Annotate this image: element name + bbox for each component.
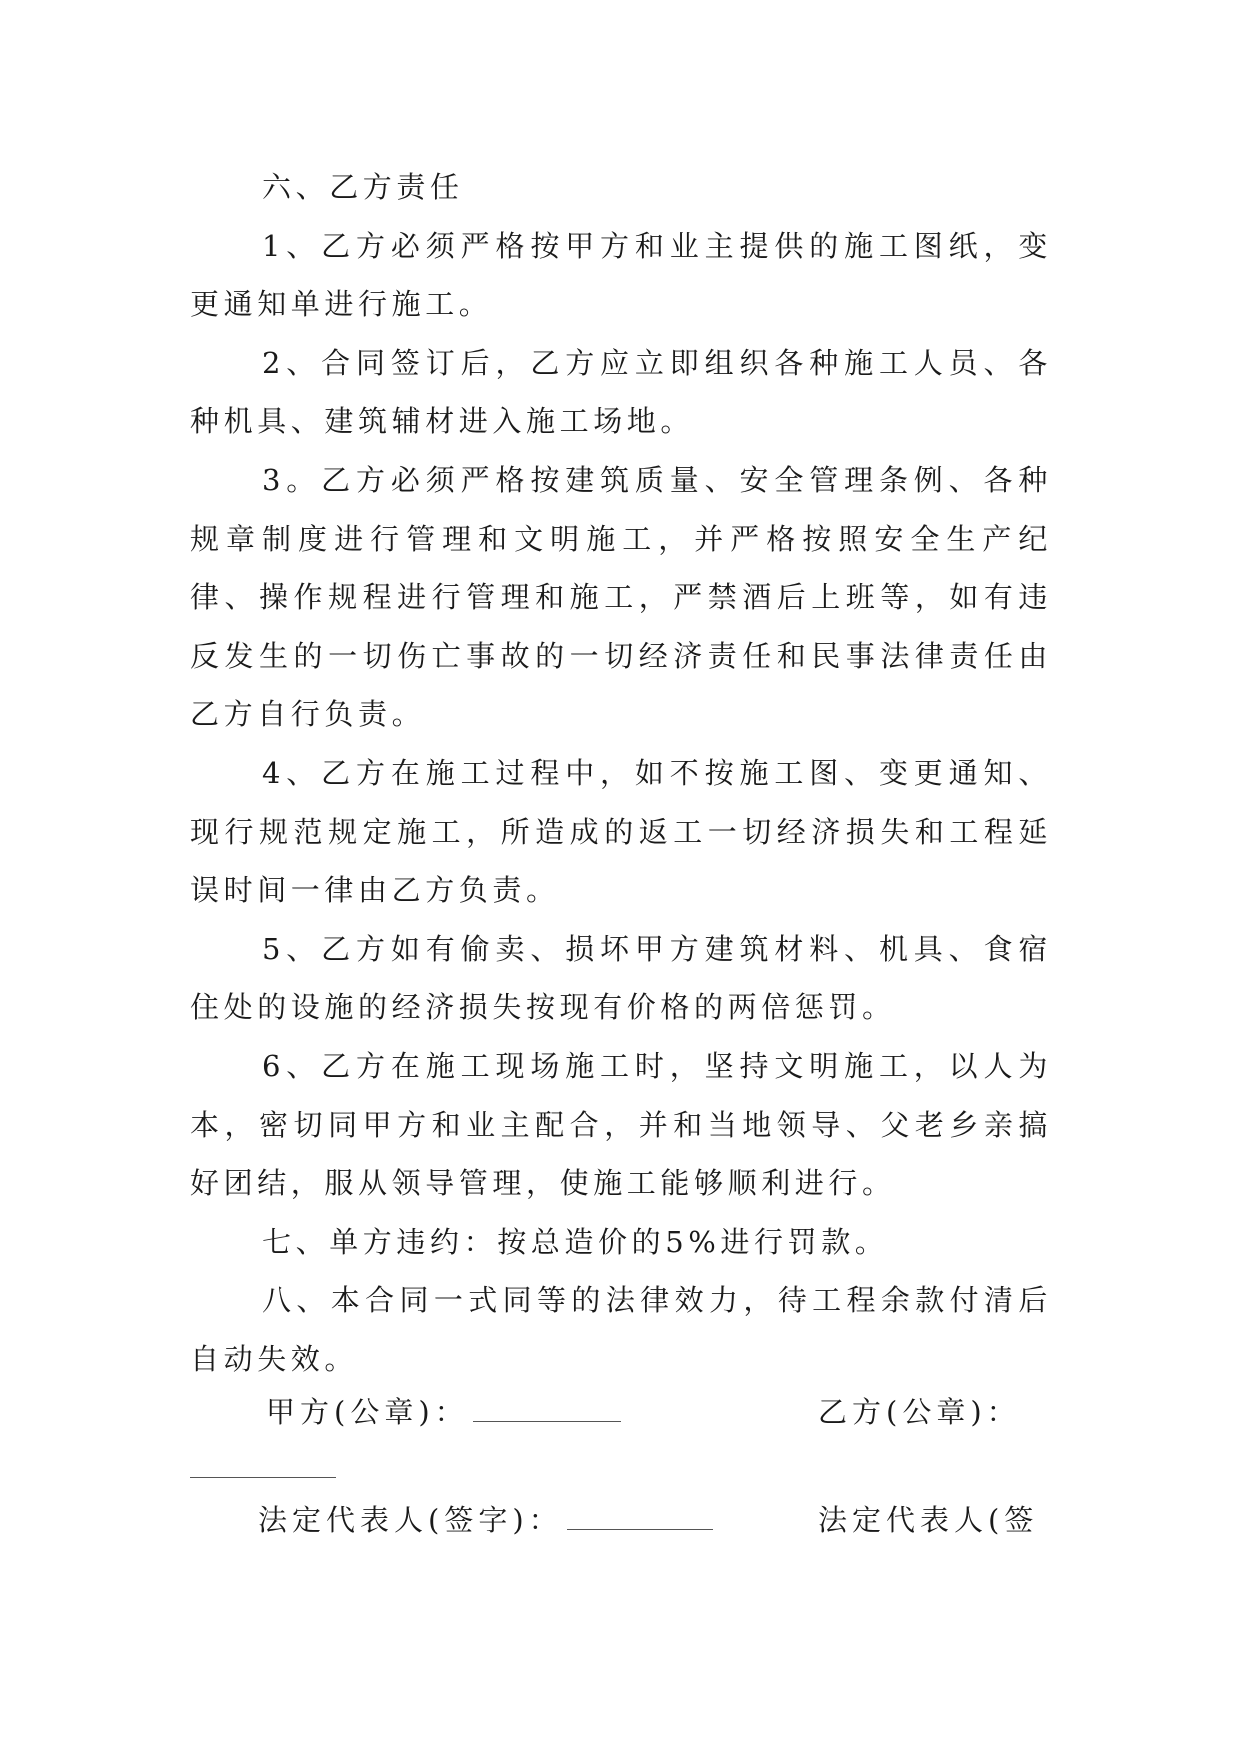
party-b-seal-blank (190, 1449, 336, 1478)
party-a-rep-blank (567, 1501, 713, 1530)
section-contract-validity: 八、本合同一式同等的法律效力，待工程余款付清后自动失效。 (190, 1283, 1052, 1376)
clause-3: 3。乙方必须严格按建筑质量、安全管理条例、各种规章制度进行管理和文明施工，并严格按照安全生产纪律、操作规程进行管理和施工，严禁酒后上班等，如有违反发生的一切伤亡事故的一切经济责任和民事法律责任由乙方自行负责。 (190, 462, 1052, 732)
party-a-seal-blank (473, 1393, 621, 1422)
section-breach-of-contract: 七、单方违约：按总造价的5%进行罚款。 (262, 1224, 889, 1259)
party-a-rep-label: 法定代表人(签字)： (258, 1503, 563, 1537)
clause-5: 5、乙方如有偷卖、损坏甲方建筑材料、机具、食宿住处的设施的经济损失按现有价格的两倍惩罚。 (190, 931, 1052, 1025)
party-a-seal-line (266, 1392, 621, 1432)
contract-body (190, 158, 1052, 1388)
party-b-seal-blank-line (190, 1448, 336, 1488)
party-b-seal-line (818, 1392, 1021, 1432)
party-a-rep-line (258, 1500, 713, 1540)
clause-4: 4、乙方在施工过程中，如不按施工图、变更通知、现行规范规定施工，所造成的返工一切经济损失和工程延误时间一律由乙方负责。 (190, 755, 1052, 908)
party-b-seal-label: 乙方(公章)： (818, 1395, 1021, 1429)
clause-2: 2、合同签订后，乙方应立即组织各种施工人员、各种机具、建筑辅材进入施工场地。 (190, 345, 1052, 439)
clause-1: 1、乙方必须严格按甲方和业主提供的施工图纸，变更通知单进行施工。 (190, 228, 1052, 322)
clause-6: 6、乙方在施工现场施工时，坚持文明施工，以人为本，密切同甲方和业主配合，并和当地领导、父老乡亲搞好团结，服从领导管理，使施工能够顺利进行。 (190, 1048, 1052, 1201)
party-a-seal-label: 甲方(公章)： (266, 1395, 469, 1429)
party-b-rep-label: 法定代表人(签 (818, 1503, 1039, 1537)
party-b-rep-line (818, 1500, 1038, 1540)
section-heading-party-b-duties: 六、乙方责任 (262, 170, 464, 204)
